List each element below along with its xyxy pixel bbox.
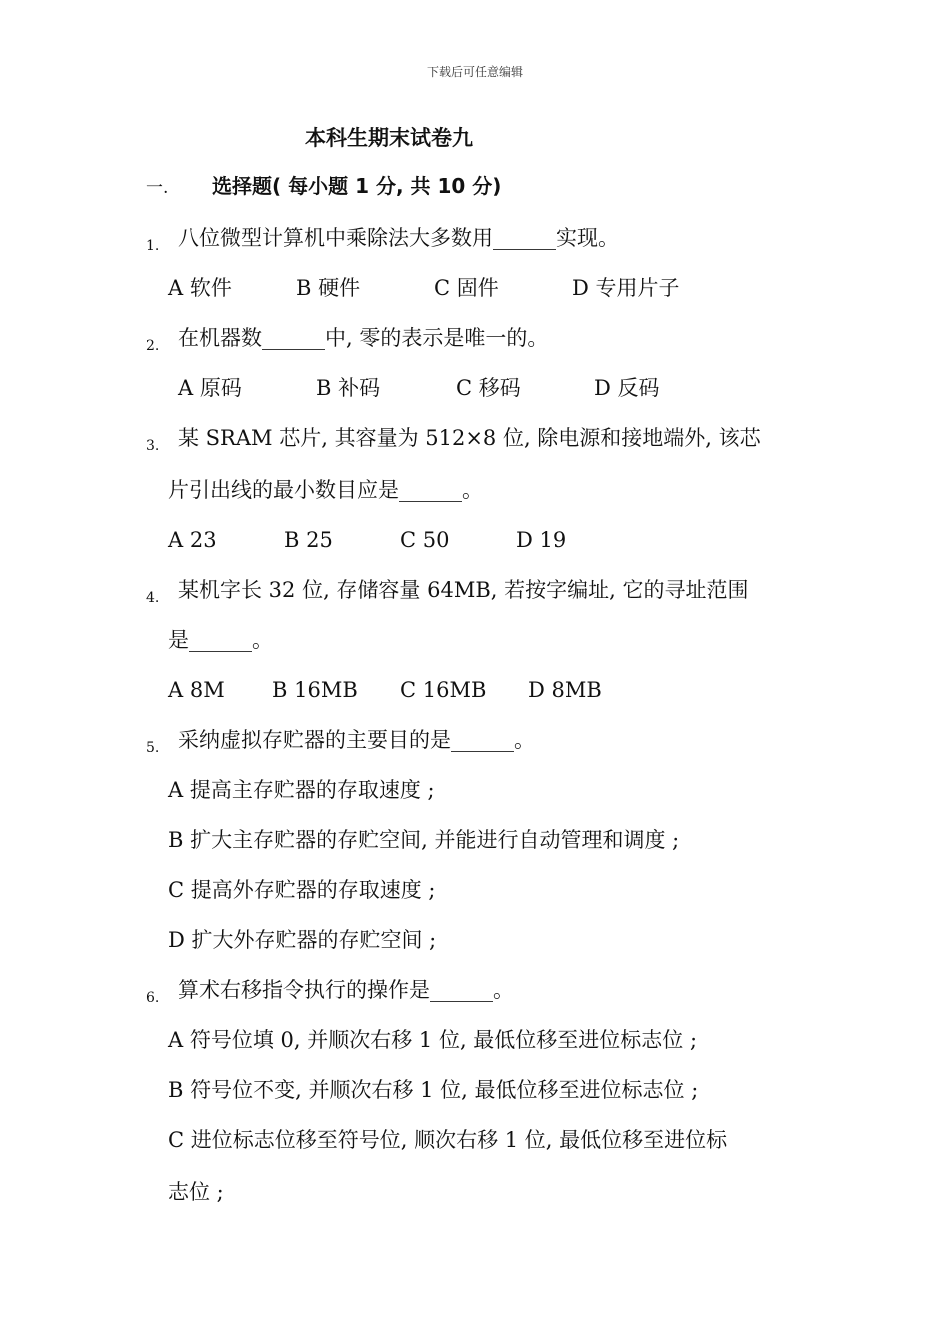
section-title: 选择题( 每小题 1 分, 共 10 分)	[212, 174, 502, 198]
option-d: D 8MB	[528, 678, 602, 702]
option-a: A 提高主存贮器的存取速度 ;	[168, 778, 435, 802]
option-c: C 16MB	[400, 678, 487, 702]
question-number: 4.	[146, 590, 160, 606]
section-number: 一.	[146, 178, 169, 198]
option-d: D 专用片子	[572, 276, 680, 300]
question-stem: 某机字长 32 位, 存储容量 64MB, 若按字编址, 它的寻址范围	[178, 578, 749, 602]
question-stem: 在机器数______中, 零的表示是唯一的。	[178, 326, 549, 350]
option-b: B 25	[284, 528, 333, 552]
option-d: D 扩大外存贮器的存贮空间 ;	[168, 928, 437, 952]
question-stem: 某 SRAM 芯片, 其容量为 512×8 位, 除电源和接地端外, 该芯	[178, 426, 761, 450]
option-a: A 符号位填 0, 并顺次右移 1 位, 最低位移至进位标志位 ;	[168, 1028, 698, 1052]
option-c-continued: 志位 ;	[168, 1180, 224, 1204]
option-d: D 反码	[594, 376, 660, 400]
option-c: C 移码	[456, 376, 521, 400]
question-number: 2.	[146, 338, 160, 354]
question-number: 5.	[146, 740, 160, 756]
option-b: B 16MB	[272, 678, 358, 702]
option-c: C 固件	[434, 276, 499, 300]
question-stem: 采纳虚拟存贮器的主要目的是______。	[178, 728, 535, 752]
question-stem-continued: 片引出线的最小数目应是______。	[168, 478, 483, 502]
option-b: B 硬件	[296, 276, 361, 300]
option-a: A 原码	[178, 376, 242, 400]
question-stem: 八位微型计算机中乘除法大多数用______实现。	[178, 226, 619, 250]
option-a: A 23	[168, 528, 217, 552]
option-b: B 符号位不变, 并顺次右移 1 位, 最低位移至进位标志位 ;	[168, 1078, 699, 1102]
question-number: 1.	[146, 238, 160, 254]
exam-title: 本科生期末试卷九	[305, 126, 473, 150]
option-a: A 8M	[168, 678, 225, 702]
option-a: A 软件	[168, 276, 232, 300]
question-stem-continued: 是______。	[168, 628, 273, 652]
page-header: 下载后可任意编辑	[426, 65, 523, 79]
question-stem: 算术右移指令执行的操作是______。	[178, 978, 514, 1002]
option-c: C 提高外存贮器的存取速度 ;	[168, 878, 436, 902]
option-b: B 扩大主存贮器的存贮空间, 并能进行自动管理和调度 ;	[168, 828, 680, 852]
option-c: C 50	[400, 528, 450, 552]
option-d: D 19	[516, 528, 567, 552]
option-b: B 补码	[316, 376, 381, 400]
option-c: C 进位标志位移至符号位, 顺次右移 1 位, 最低位移至进位标	[168, 1128, 728, 1152]
question-number: 6.	[146, 990, 160, 1006]
question-number: 3.	[146, 438, 160, 454]
